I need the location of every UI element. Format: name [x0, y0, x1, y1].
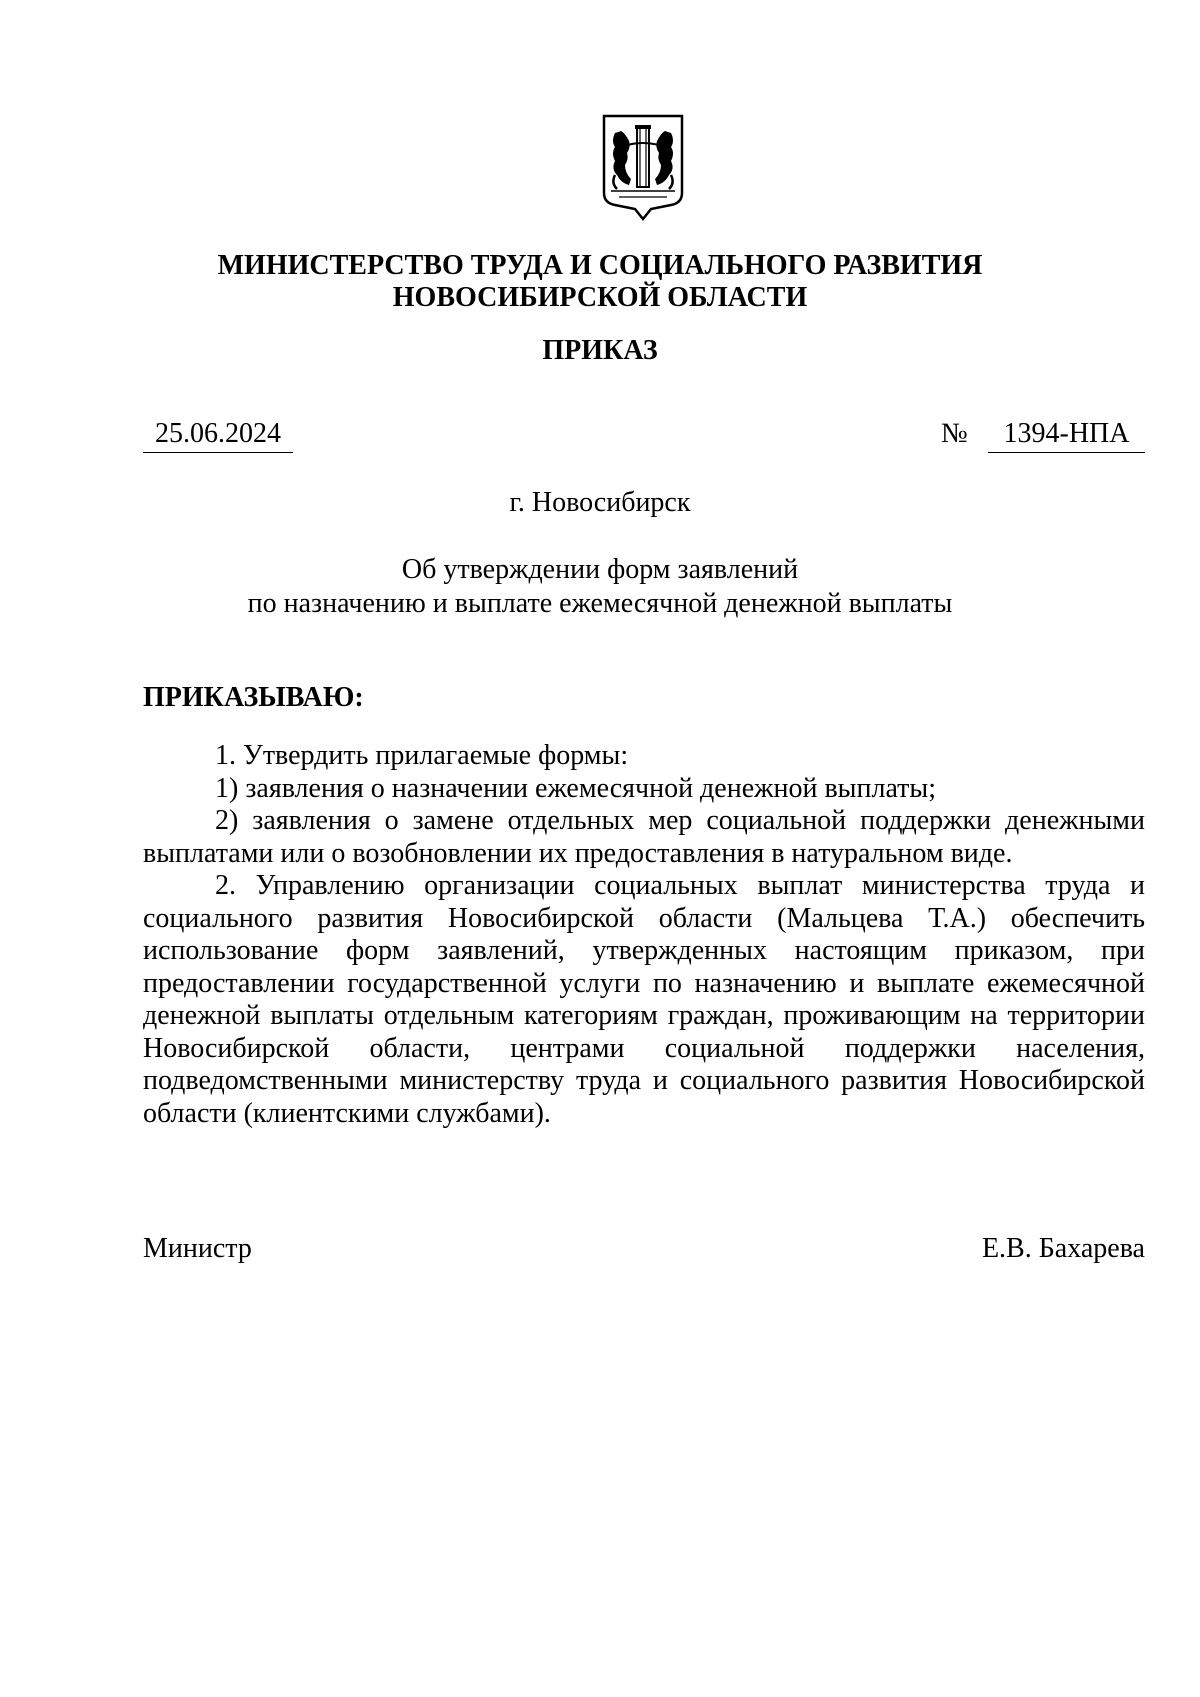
paragraph: 1) заявления о назначении ежемесячной денежной выплаты; [215, 772, 936, 804]
subject-line2: по назначению и выплате ежемесячной денежной выплаты [247, 588, 953, 619]
document-number: 1394-НПА [988, 418, 1145, 453]
document-type: ПРИКАЗ [542, 335, 658, 366]
number-sign: № [941, 418, 968, 449]
signer-name: Е.В. Бахарева [981, 1233, 1145, 1264]
ministry-header [100, 250, 1100, 314]
city: г. Новосибирск [509, 487, 691, 518]
subject-line1: Об утверждении форм заявлений [401, 554, 799, 585]
document-subject [100, 553, 1100, 621]
paragraph: 2) заявления о замене отдельных мер социальной поддержки денежными выплатами или о возобновлении их предоставления в натуральном виде. [143, 805, 1145, 869]
order-body [143, 740, 1145, 1130]
document-date: 25.06.2024 [143, 418, 293, 453]
paragraph: 1. Утвердить прилагаемые формы: [215, 740, 629, 771]
ministry-header-line2: НОВОСИБИРСКОЙ ОБЛАСТИ [392, 282, 808, 313]
order-word: ПРИКАЗЫВАЮ: [143, 682, 364, 713]
signer-title: Министр [143, 1233, 252, 1264]
paragraph: 2. Управлению организации социальных выплат министерства труда и социального развития Новосибирской области (Мальцева Т.А.) обеспечить использование форм заявлений, утвержденных настоящим приказом, при предоставлении государственной услуги по назначению и выплате ежемесячной денежной выплаты отдельным категориям граждан, проживающим на территории Новосибирской области, центрами социальной поддержки населения, подведомственными министерству труда и социального развития Новосибирской области (клиентскими службами). [143, 870, 1145, 1129]
coat-of-arms-icon [601, 113, 685, 221]
ministry-header-line1: МИНИСТЕРСТВО ТРУДА И СОЦИАЛЬНОГО РАЗВИТИЯ [217, 250, 983, 281]
